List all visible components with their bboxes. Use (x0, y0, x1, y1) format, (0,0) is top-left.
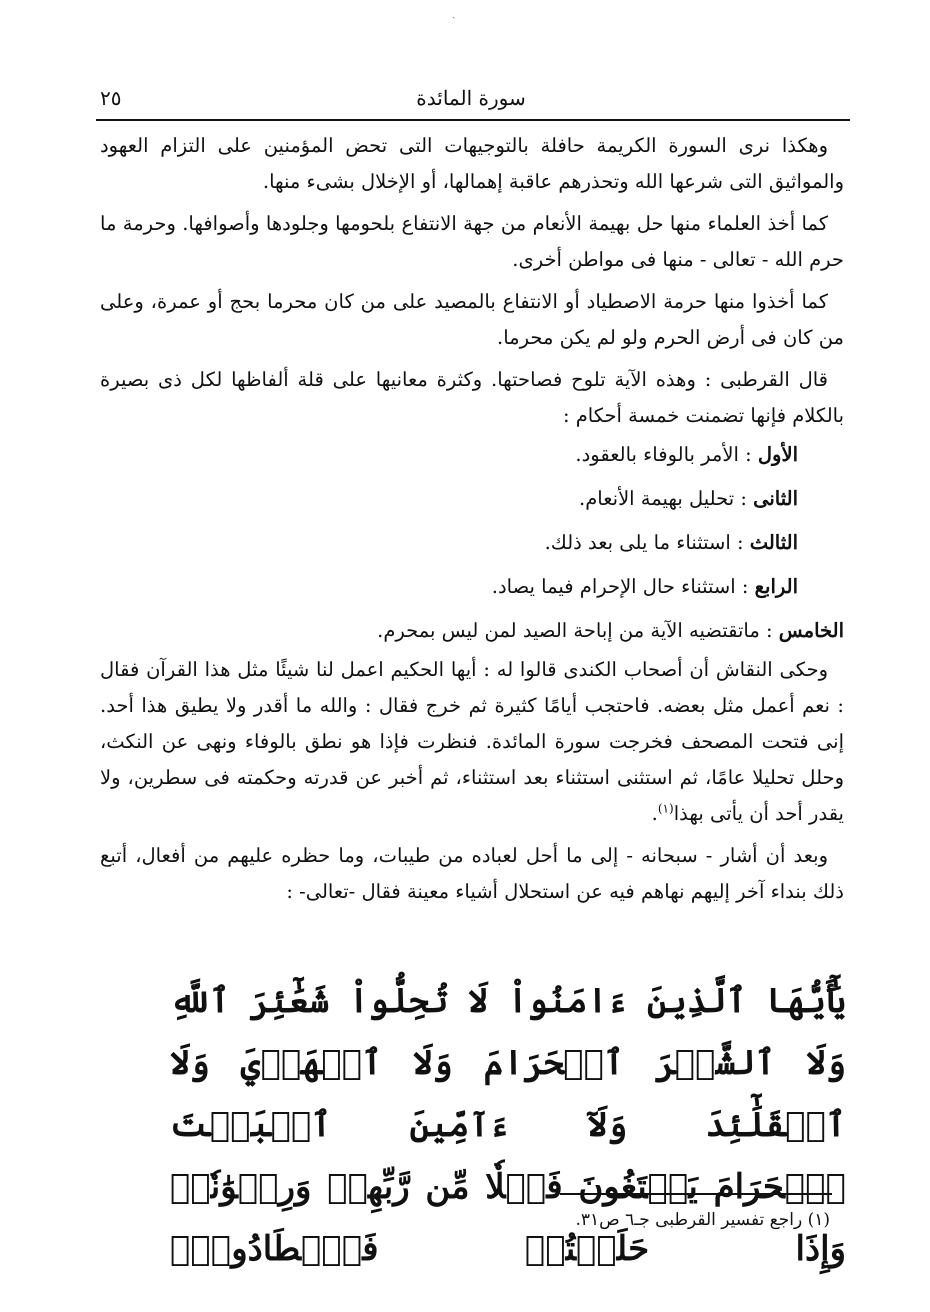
ruling-item: الرابع : استثناء حال الإحرام فيما يصاد. (491, 575, 798, 598)
paragraph: كما أخذ العلماء منها حل بهيمة الأنعام من جهة الانتفاع بلحومها وجلودها وأصوافها. وحرمة ما حرم الله - تعالى - منها فى مواطن أخرى. (100, 212, 844, 271)
ruling-item: الثالث : استثناء ما يلى بعد ذلك. (544, 531, 798, 554)
ruling-label: الرابع (754, 575, 798, 598)
paragraph: كما أخذوا منها حرمة الاصطياد أو الانتفاع بالمصيد على من كان محرما بحج أو عمرة، وعلى من كان فى أرض الحرم ولو لم يكن محرما. (100, 290, 844, 349)
story-end: . (651, 802, 658, 825)
page-number: ٢٥ (100, 86, 122, 110)
paragraph: قال القرطبى : وهذه الآية تلوح فصاحتها. وكثرة معانيها على قلة ألفاظها لكل ذى بصيرة بالكلام فإنها تضمنت خمسة أحكام : (100, 368, 844, 427)
verse-line: وَلَا ٱلشَّهۡرَ ٱلۡحَرَامَ وَلَا ٱلۡهَدۡيَ وَلَا ٱلۡقَلَٰٓئِدَ وَلَآ ءَآمِّينَ ٱلۡبَيۡتَ (170, 1043, 846, 1145)
surah-title: سورة المائدة (416, 86, 526, 110)
ruling-item: الخامس : ماتقتضيه الآية من إباحة الصيد لمن ليس بمحرم. (377, 619, 844, 642)
ruling-text: استثناء ما يلى بعد ذلك. (544, 531, 731, 554)
page-header (96, 86, 846, 118)
ruling-text: استثناء حال الإحرام فيما يصاد. (491, 575, 736, 598)
ruling-text: تحليل بهيمة الأنعام. (579, 487, 735, 510)
ruling-text: الأمر بالوفاء بالعقود. (575, 443, 739, 466)
ruling-label: الثالث (749, 531, 798, 554)
closing-paragraph: وبعد أن أشار - سبحانه - إلى ما أحل لعباده من طيبات، وما حظره عليهم من أفعال، أتبع ذلك بنداء آخر إليهم نهاهم فيه عن استحلال أشياء معينة فقال -تعالى- : (100, 844, 844, 903)
main-text (100, 128, 844, 916)
ruling-label: الأول (757, 443, 798, 466)
scan-mark: ˏ (452, 8, 456, 19)
ruling-label: الثانى (753, 487, 798, 510)
ruling-item: الأول : الأمر بالوفاء بالعقود. (575, 443, 798, 466)
story-text: وحكى النقاش أن أصحاب الكندى قالوا له : أيها الحكيم اعمل لنا شيئًا مثل هذا القرآن فقال : نعم أعمل مثل بعضه. فاحتجب أيامًا كثيرة ثم خرج فقال : والله ما أقدر ولا يطيق هذا أحد. إنى فتحت المصحف فخرجت سورة المائدة. فنظرت فإذا هو نطق بالوفاء ونهى عن النكث، وحلل تحليلا عامًا، ثم استثنى استثناء بعد استثناء، ثم أخبر عن قدرته وحكمته فى سطرين، ولا يقدر أحد أن يأتى بهذا (100, 658, 844, 825)
footnote: (١) راجع تفسير القرطبى جـ٦ ص٣١. (575, 1210, 830, 1230)
paragraph: وهكذا نرى السورة الكريمة حافلة بالتوجيهات التى تحض المؤمنين على التزام العهود والمواثيق التى شرعها الله وتحذرهم عاقبة إهمالها، أو الإخلال بشىء منها. (100, 134, 844, 193)
footnote-rule (560, 1193, 832, 1195)
story-paragraph (100, 652, 844, 832)
rulings-list (100, 440, 844, 646)
ruling-item: الثانى : تحليل بهيمة الأنعام. (579, 487, 798, 510)
verse-line: ٱلۡحَرَامَ يَبۡتَغُونَ فَضۡلٗا مِّن رَّبِّهِمۡ وَرِضۡوَٰنٗاۚ وَإِذَا حَلَلۡتُمۡ فَٱصۡطَادُواْۚ (170, 1167, 846, 1269)
verse-line: يَٰٓأَيُّهَا ٱلَّذِينَ ءَامَنُواْ لَا تُحِلُّواْ شَعَٰٓئِرَ ٱللَّهِ (170, 981, 846, 1021)
ruling-text: ماتقتضيه الآية من إباحة الصيد لمن ليس بمحرم. (377, 619, 760, 642)
footnote-reference: (١) (657, 801, 674, 816)
header-rule (96, 119, 850, 121)
quran-verse (170, 970, 846, 1280)
ruling-label: الخامس (778, 619, 844, 642)
